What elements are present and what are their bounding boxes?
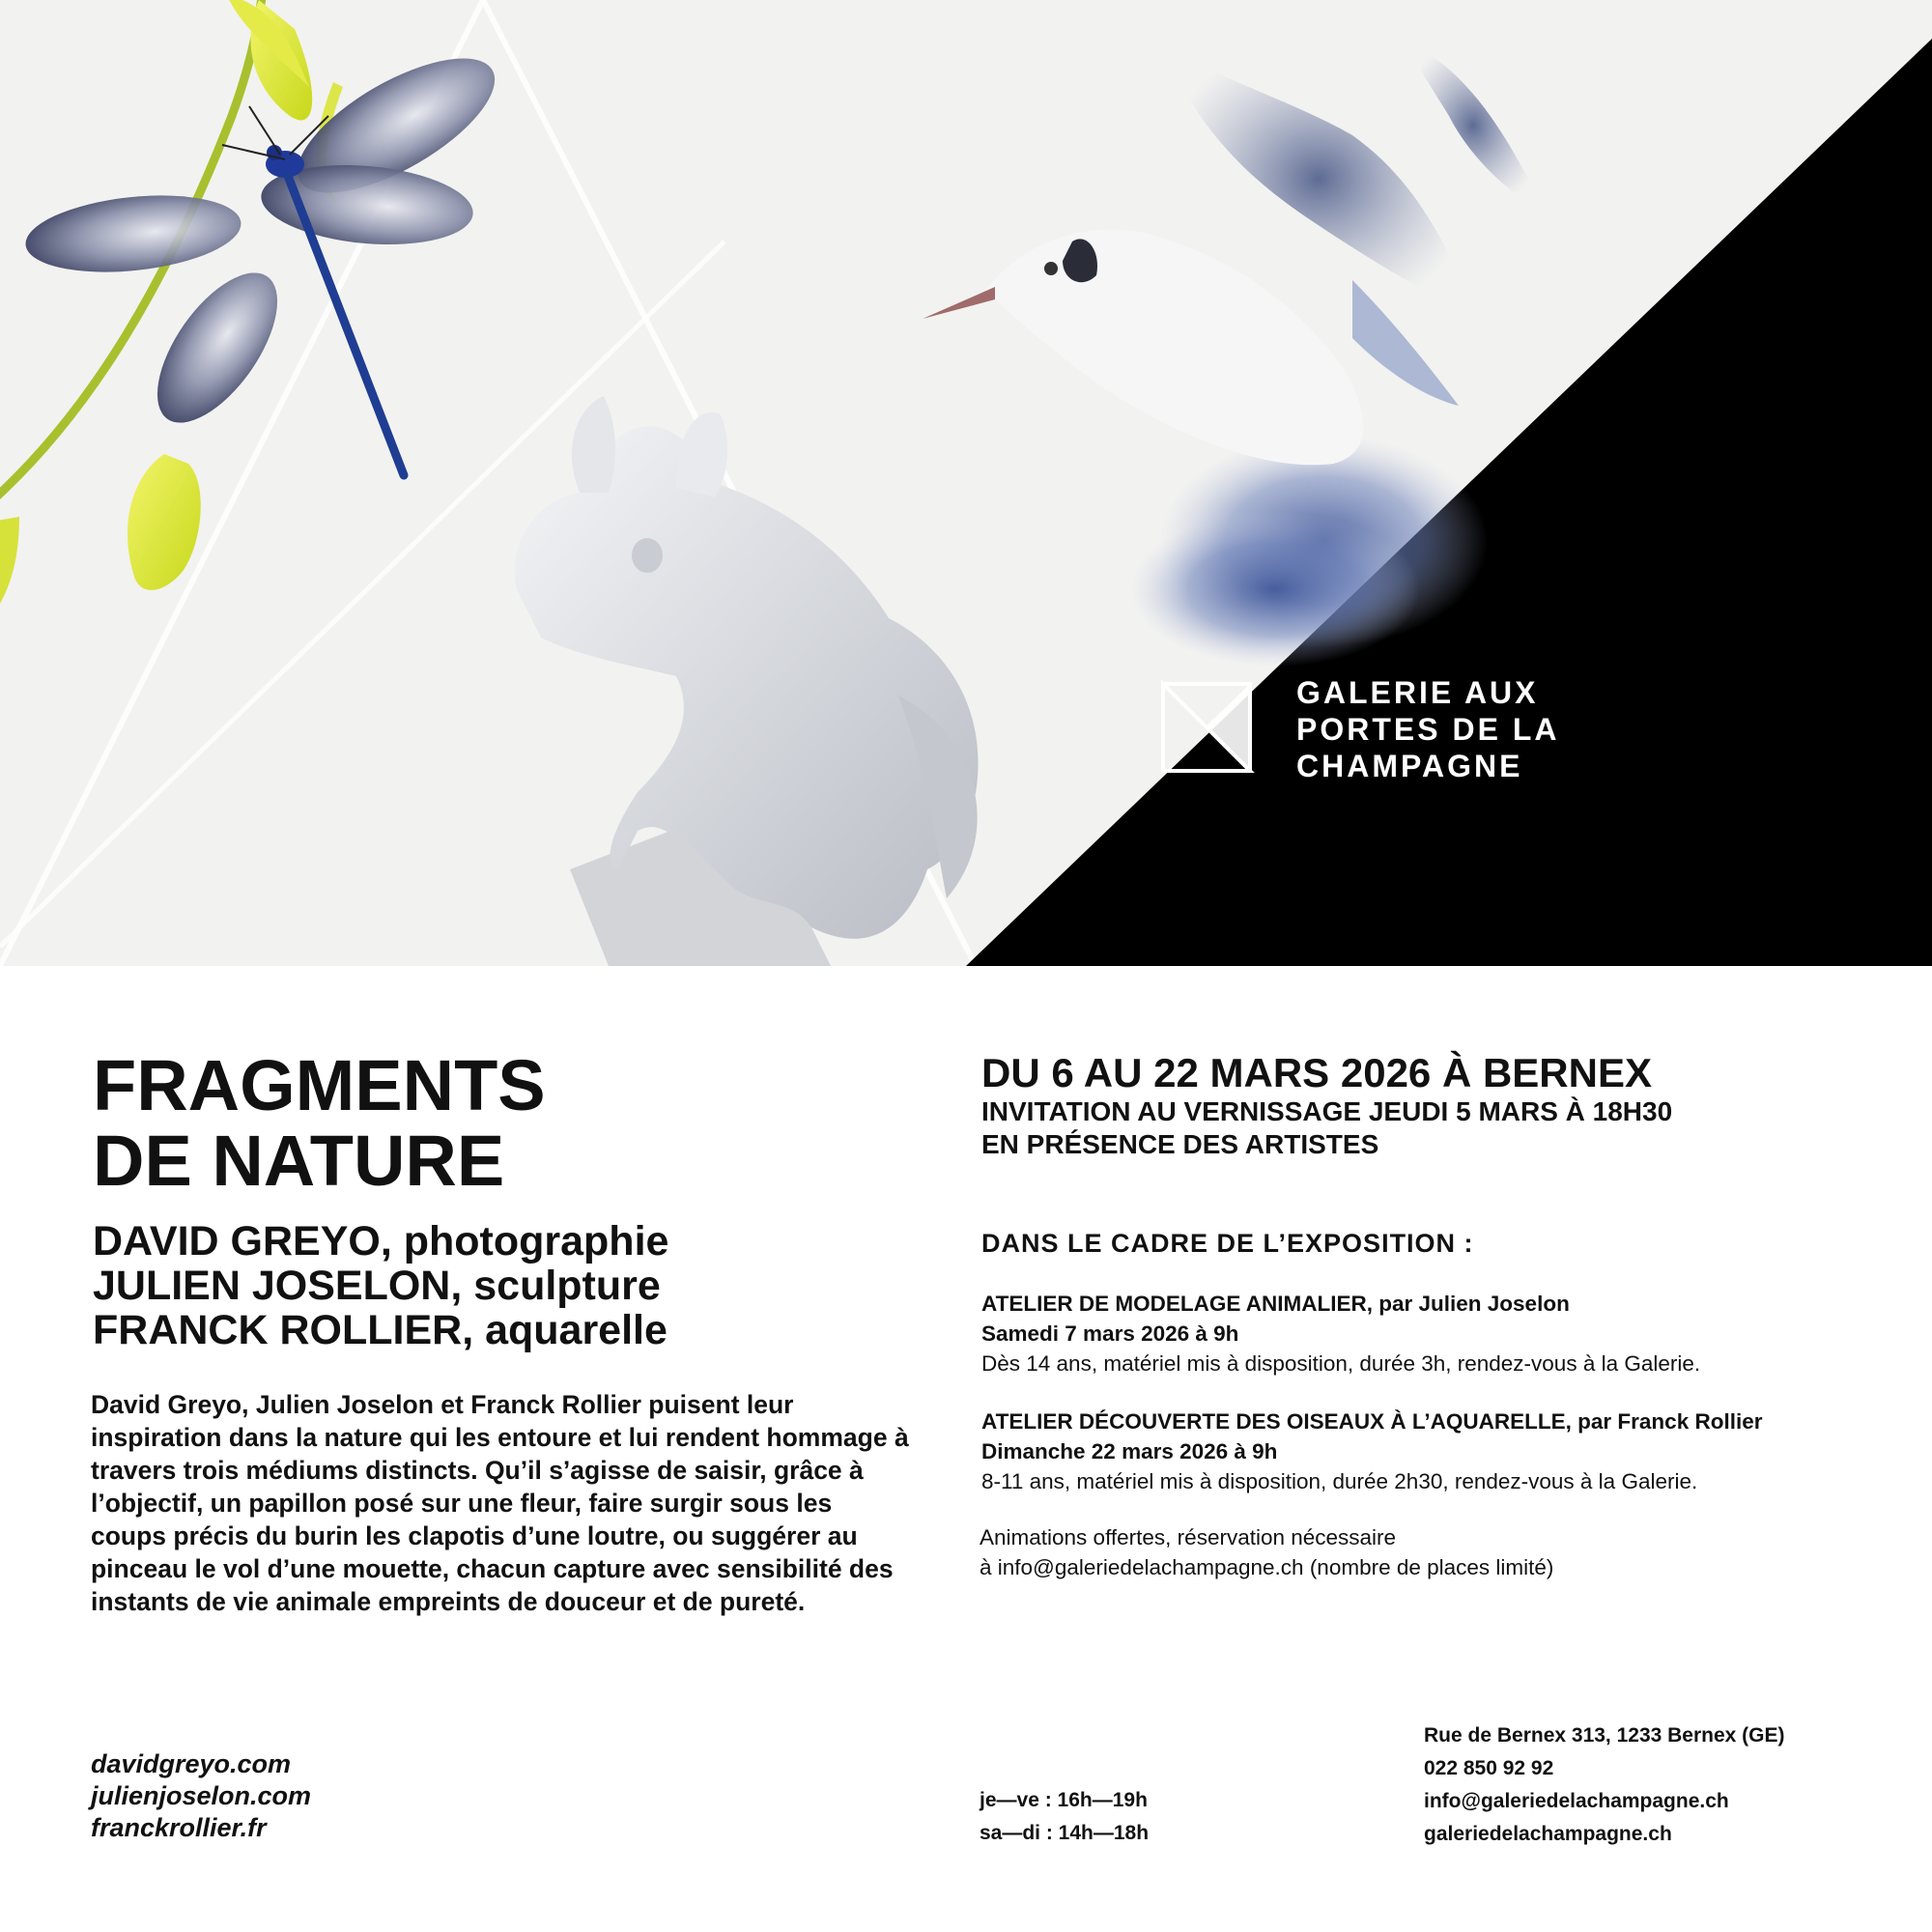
workshop-date: Samedi 7 mars 2026 à 9h: [981, 1321, 1239, 1346]
gallery-logo-text: [1296, 674, 1559, 784]
vernissage-line: EN PRÉSENCE DES ARTISTES: [981, 1129, 1379, 1159]
logo-line: PORTES DE LA: [1296, 712, 1560, 747]
contact-phone[interactable]: 022 850 92 92: [1424, 1757, 1554, 1779]
workshop-modelage: [981, 1289, 1700, 1378]
exhibition-title: [93, 1045, 546, 1201]
logo-line: CHAMPAGNE: [1296, 749, 1523, 783]
opening-hours: [980, 1784, 1149, 1850]
artist-line: JULIEN JOSELON, sculpture: [93, 1263, 661, 1309]
workshop-host: , par Julien Joselon: [1366, 1292, 1570, 1316]
website-link[interactable]: franckrollier.fr: [91, 1813, 267, 1842]
workshop-host: , par Franck Rollier: [1565, 1409, 1763, 1434]
vernissage-line: INVITATION AU VERNISSAGE JEUDI 5 MARS À 18H30: [981, 1096, 1673, 1126]
note-line: à info@galeriedelachampagne.ch (nombre de places limité): [980, 1555, 1554, 1579]
workshop-name: ATELIER DÉCOUVERTE DES OISEAUX À L’AQUARELLE: [981, 1409, 1566, 1434]
website-link[interactable]: davidgreyo.com: [91, 1749, 292, 1778]
contact-email[interactable]: info@galeriedelachampagne.ch: [1424, 1790, 1729, 1812]
contact-website[interactable]: galeriedelachampagne.ch: [1424, 1823, 1672, 1845]
workshop-title: [981, 1289, 1700, 1319]
workshop-aquarelle: [981, 1406, 1762, 1496]
workshop-title: [981, 1406, 1762, 1436]
title-line: DE NATURE: [93, 1121, 505, 1201]
gallery-contact: [1424, 1719, 1785, 1851]
artists-list: [93, 1219, 668, 1352]
workshop-date: Dimanche 22 mars 2026 à 9h: [981, 1439, 1278, 1463]
website-link[interactable]: julienjoselon.com: [91, 1781, 312, 1810]
artist-line: DAVID GREYO, photographie: [93, 1218, 669, 1264]
note-line: Animations offertes, réservation nécessaire: [980, 1525, 1397, 1549]
artist-line: FRANCK ROLLIER, aquarelle: [93, 1307, 668, 1353]
events-heading: DANS LE CADRE DE L’EXPOSITION :: [981, 1229, 1474, 1258]
artist-websites: [91, 1748, 311, 1844]
hours-line: sa—di : 14h—18h: [980, 1822, 1150, 1844]
title-line: FRAGMENTS: [93, 1045, 546, 1125]
reservation-note: [980, 1522, 1553, 1582]
workshop-desc: Dès 14 ans, matériel mis à disposition, durée 3h, rendez-vous à la Galerie.: [981, 1351, 1701, 1376]
vernissage-info: [981, 1095, 1672, 1161]
exhibition-dates: DU 6 AU 22 MARS 2026 À BERNEX: [981, 1050, 1652, 1095]
contact-address: Rue de Bernex 313, 1233 Bernex (GE): [1424, 1724, 1785, 1747]
intro-paragraph: David Greyo, Julien Joselon et Franck Rollier puisent leur inspiration dans la nature qui les entoure et lui rendent hommage à travers trois médiums distincts. Qu’il s’agisse de saisir, grâce à l’objectif, un papillon posé sur une fleur, faire surgir sous les coups précis du burin les clapotis d’une loutre, ou suggérer au pinceau le vol d’une mouette, chacun capture avec sensibilité des instants de vie animale empreints de douceur et de pureté.: [91, 1390, 909, 1616]
workshop-name: ATELIER DE MODELAGE ANIMALIER: [981, 1292, 1367, 1316]
logo-line: GALERIE AUX: [1296, 675, 1539, 710]
workshop-desc: 8-11 ans, matériel mis à disposition, durée 2h30, rendez-vous à la Galerie.: [981, 1469, 1698, 1493]
hours-line: je—ve : 16h—19h: [980, 1789, 1148, 1811]
